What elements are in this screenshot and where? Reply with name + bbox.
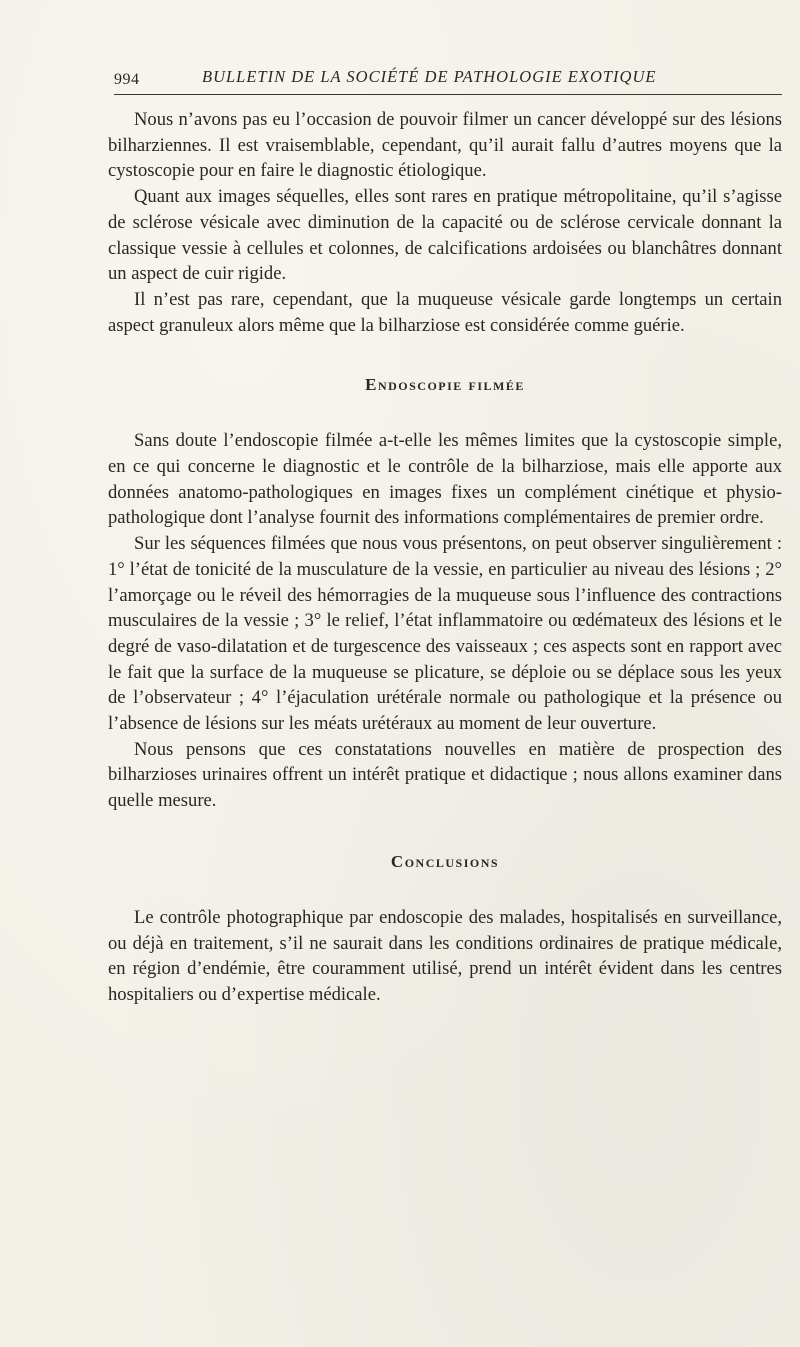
paragraph: Nous pensons que ces constatations nouvelles en matière de prospection des bilharzioses urinaires offrent un intérêt pratique et didactique ; nous allons examiner dans quelle mesure. (108, 738, 782, 812)
article-body (108, 107, 782, 1008)
running-title: BULLETIN DE LA SOCIÉTÉ DE PATHOLOGIE EXOTIQUE (202, 67, 657, 86)
page-number: 994 (114, 71, 140, 88)
section-heading-conclusions: Conclusions (390, 851, 500, 871)
paragraph: Sur les séquences filmées que nous vous présentons, on peut observer singulièrement : 1° l’état de tonicité de la musculature de la vessie, en particulier au niveau des lésions ; 2° l’amorçage ou le réveil des hémorragies de la muqueuse sous l’influence des contractions musculaires de la vessie ; 3° le relief, l’état inflammatoire ou œdémateux des lésions et le degré de vaso-dilatation et de turgescence des vaisseaux ; ces aspects sont en rapport avec le fait que la surface de la muqueuse se plicature, se déploie ou se déplace sous les yeux de l’observateur ; 4° l’éjaculation urétérale normale ou pathologique et la présence ou l’absence de lésions sur les méats urétéraux au moment de leur ouverture. (108, 533, 782, 735)
running-head (114, 64, 780, 94)
paragraph: Le contrôle photographique par endoscopie des malades, hospitalisés en surveillance, ou déjà en traitement, s’il ne saurait dans les conditions ordinaires de pratique médicale, en région d’endémie, être couramment utilisé, prend un intérêt évident dans les centres hospitaliers ou d’expertise médicale. (108, 906, 782, 1005)
header-rule (114, 94, 782, 95)
paragraph: Sans doute l’endoscopie filmée a-t-elle les mêmes limites que la cystoscopie simple, en ce qui concerne le diagnostic et le contrôle de la bilharziose, mais elle apporte aux données anatomo-pathologiques en images fixes un complément cinétique et physio-pathologique dont l’analyse fournit des informations complémentaires de premier ordre. (108, 430, 782, 529)
paragraph: Nous n’avons pas eu l’occasion de pouvoir filmer un cancer développé sur des lésions bilharziennes. Il est vraisemblable, cependant, qu’il aurait fallu d’autres moyens que la cystoscopie pour en faire le diagnostic étiologique. (108, 109, 782, 182)
paragraph: Il n’est pas rare, cependant, que la muqueuse vésicale garde longtemps un certain aspect granuleux alors même que la bilharziose est considérée comme guérie. (108, 288, 782, 336)
section-heading-endoscopie: Endoscopie filmée (365, 375, 525, 395)
paragraph: Quant aux images séquelles, elles sont rares en pratique métropolitaine, qu’il s’agisse de sclérose vésicale avec diminution de la capacité ou de sclérose cervicale donnant la classique vessie à cellules et colonnes, de calcifications ardoisées ou blanchâtres donnant un aspect de cuir rigide. (108, 186, 782, 285)
